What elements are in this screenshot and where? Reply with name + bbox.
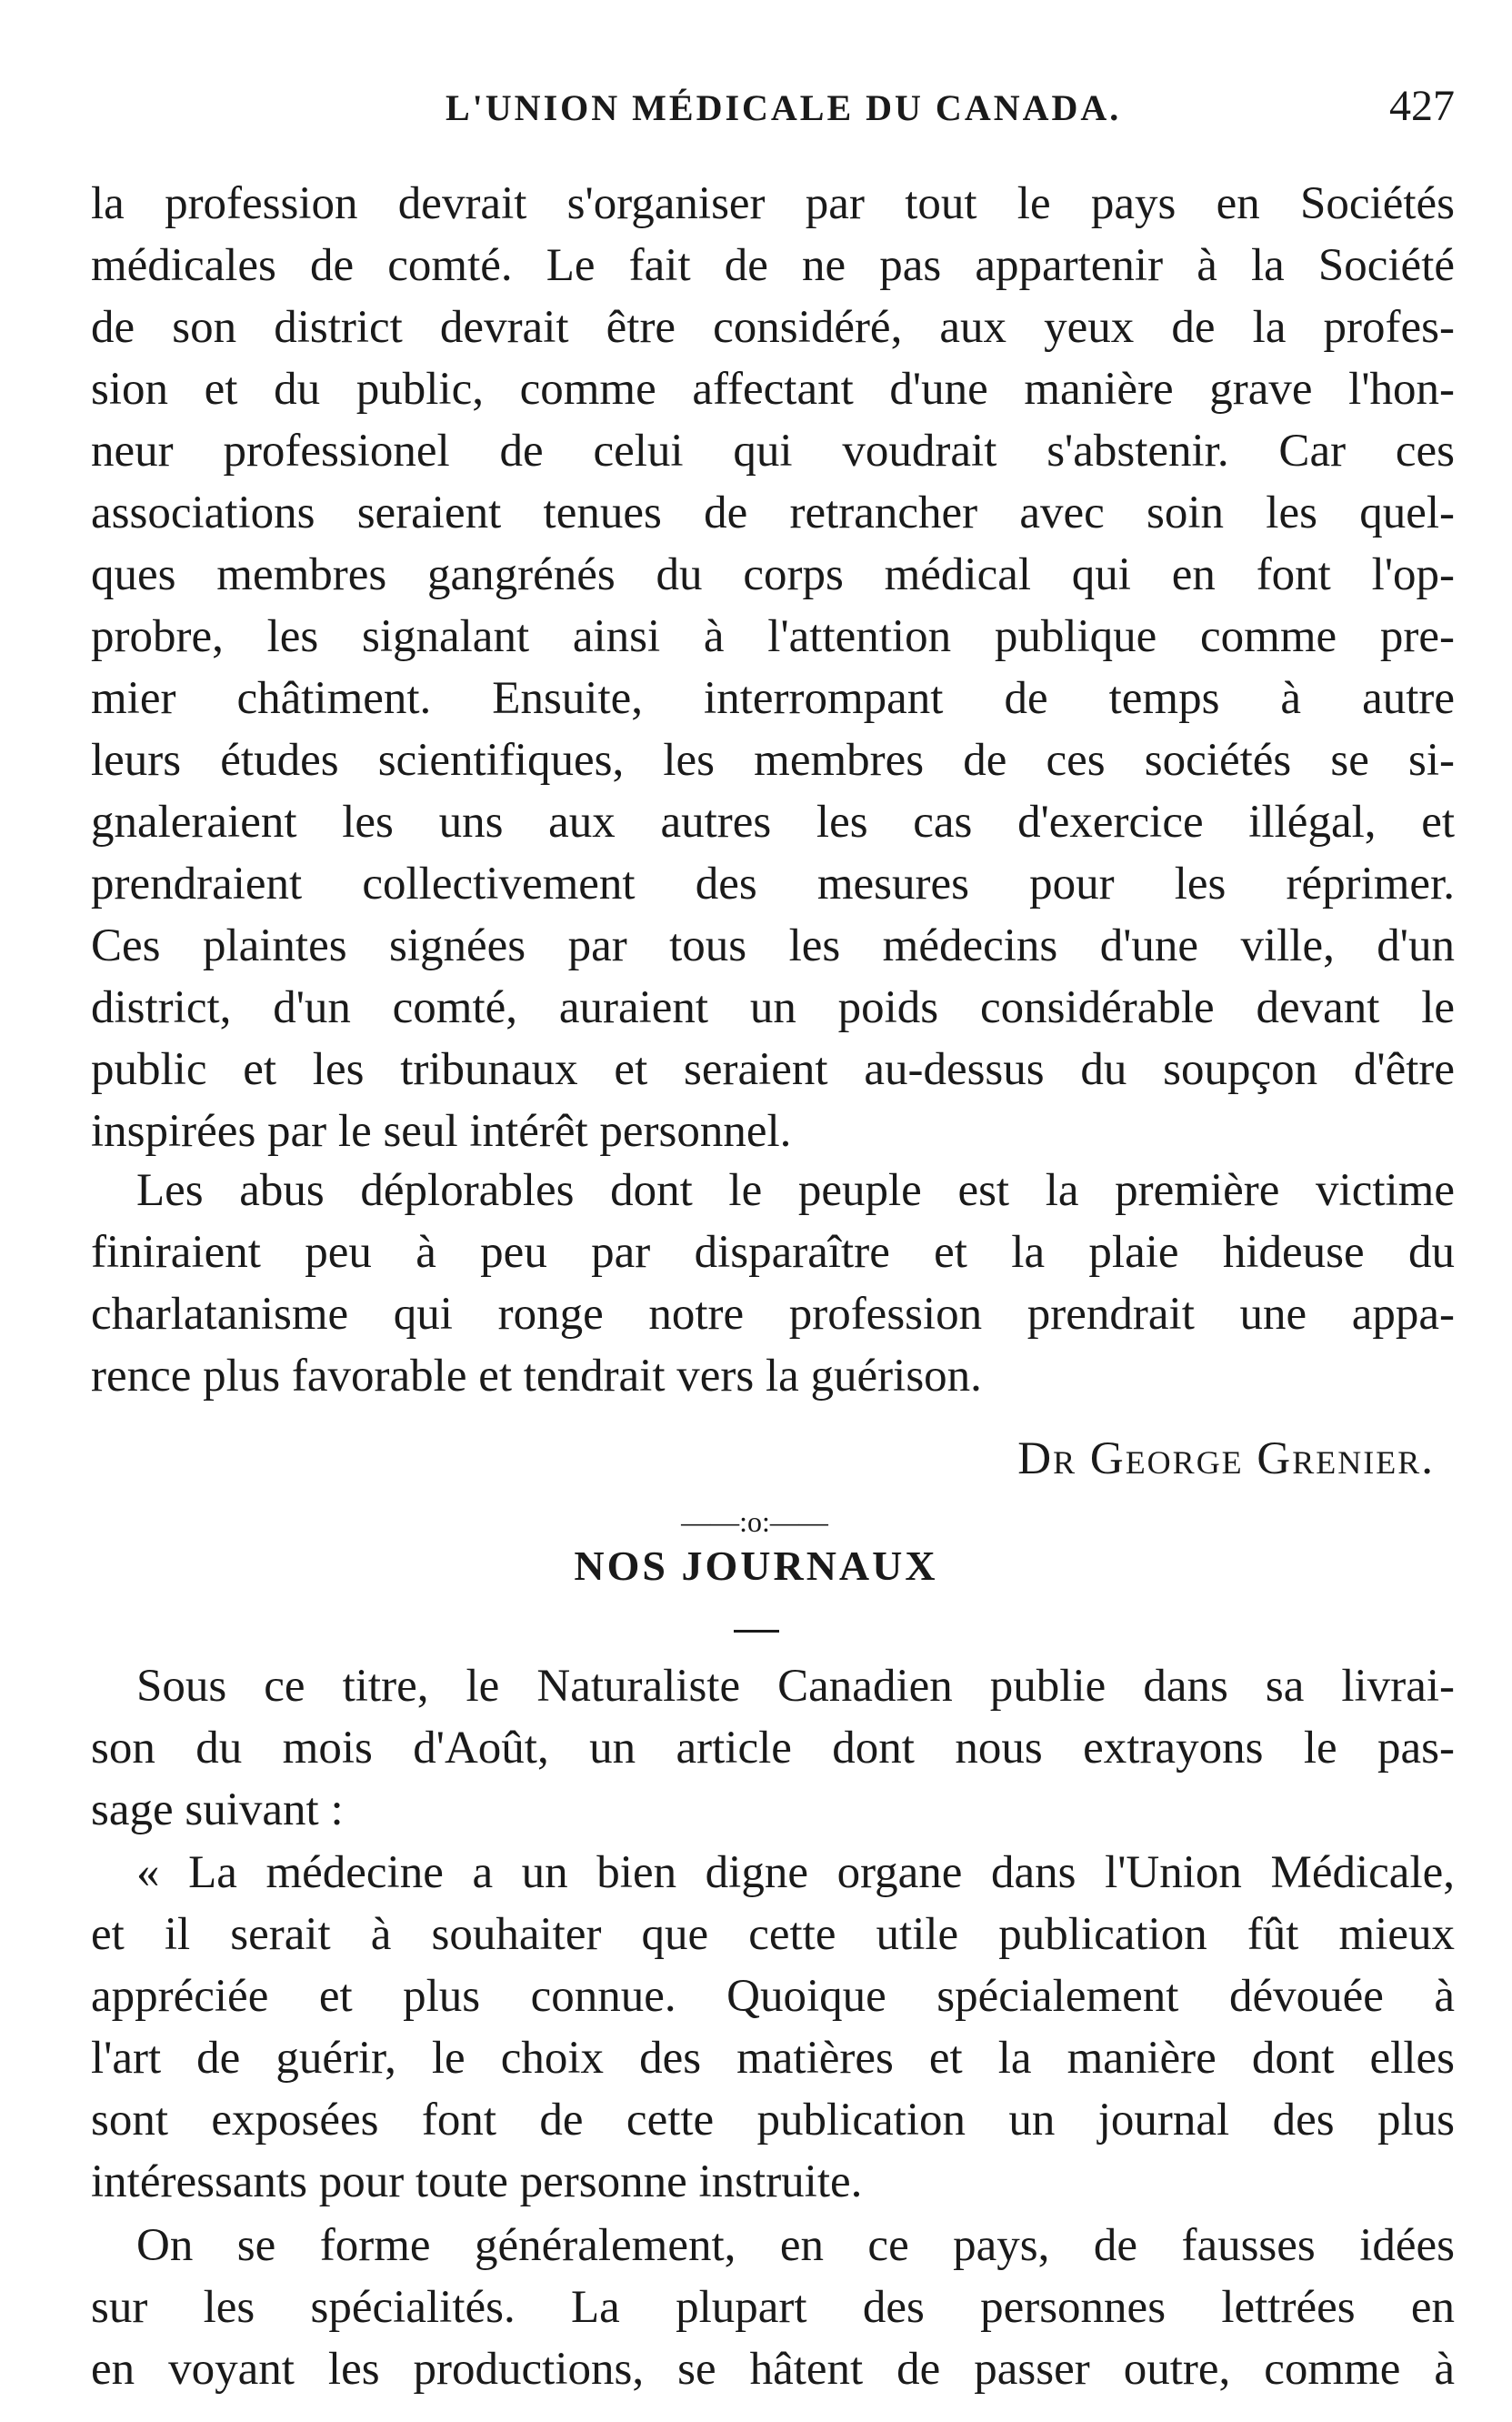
text-line: la profession devrait s'organiser par tout le pays en Sociétés (91, 178, 1455, 229)
paragraph-abus (91, 1160, 1455, 1407)
text-line: Les abus déplorables dont le peuple est la première victime (136, 1165, 1455, 1216)
text-line: et il serait à souhaiter que cette utile publication fût mieux (91, 1909, 1455, 1960)
text-line: prendraient collectivement des mesures pour les réprimer. (91, 859, 1455, 910)
text-line: l'art de guérir, le choix des matières et la manière dont elles (91, 2033, 1455, 2084)
paragraph-organisation (91, 173, 1455, 1162)
paragraph-naturaliste (91, 1655, 1455, 1841)
paragraph-specialites (91, 2215, 1455, 2400)
heading-rule (734, 1630, 779, 1633)
text-line: gnaleraient les uns aux autres les cas d'exercice illégal, et (91, 797, 1455, 848)
text-line: neur professionel de celui qui voudrait s'abstenir. Car ces (91, 426, 1455, 477)
text-line: « La médecine a un bien digne organe dans l'Union Médicale, (136, 1847, 1455, 1898)
section-title: NOS JOURNAUX (574, 1543, 938, 1589)
text-line: leurs études scientifiques, les membres de ces sociétés se si- (91, 735, 1455, 786)
text-line: son du mois d'Août, un article dont nous extrayons le pas- (91, 1723, 1455, 1774)
quoted-paragraph (91, 1842, 1455, 2213)
text-line: district, d'un comté, auraient un poids considérable devant le (91, 982, 1455, 1033)
section-separator: ——:o:—— (681, 1505, 828, 1538)
text-line: inspirées par le seul intérêt personnel. (91, 1106, 792, 1157)
text-line: intéressants pour toute personne instruite. (91, 2156, 863, 2207)
text-line: probre, les signalant ainsi à l'attention publique comme pre- (91, 611, 1455, 662)
text-line: sion et du public, comme affectant d'une manière grave l'hon- (91, 364, 1455, 415)
text-line: en voyant les productions, se hâtent de passer outre, comme à (91, 2344, 1455, 2395)
text-line: rence plus favorable et tendrait vers la guérison. (91, 1351, 982, 1402)
author-signature: Dr George Grenier. (1017, 1433, 1435, 1484)
journal-title: L'UNION MÉDICALE DU CANADA. (446, 87, 1122, 128)
text-line: Sous ce titre, le Naturaliste Canadien publie dans sa livrai- (136, 1661, 1455, 1712)
text-line: sage suivant : (91, 1784, 344, 1835)
text-line: Ces plaintes signées par tous les médecins d'une ville, d'un (91, 920, 1455, 971)
text-line: public et les tribunaux et seraient au-dessus du soupçon d'être (91, 1044, 1455, 1095)
text-line: ques membres gangrénés du corps médical qui en font l'op- (91, 549, 1455, 600)
text-line: sont exposées font de cette publication un journal des plus (91, 2095, 1455, 2146)
text-line: de son district devrait être considéré, aux yeux de la profes- (91, 302, 1455, 353)
text-line: médicales de comté. Le fait de ne pas appartenir à la Société (91, 240, 1455, 291)
page-number: 427 (1389, 82, 1455, 130)
text-line: appréciée et plus connue. Quoique spécialement dévouée à (91, 1971, 1455, 2022)
running-head (91, 82, 1455, 141)
text-line: On se forme généralement, en ce pays, de fausses idées (136, 2220, 1455, 2271)
text-line: charlatanisme qui ronge notre profession prendrait une appa- (91, 1289, 1455, 1340)
text-line: mier châtiment. Ensuite, interrompant de temps à autre (91, 673, 1455, 724)
text-line: sur les spécialités. La plupart des personnes lettrées en (91, 2282, 1455, 2333)
text-line: finiraient peu à peu par disparaître et la plaie hideuse du (91, 1227, 1455, 1278)
text-line: associations seraient tenues de retrancher avec soin les quel- (91, 487, 1455, 538)
